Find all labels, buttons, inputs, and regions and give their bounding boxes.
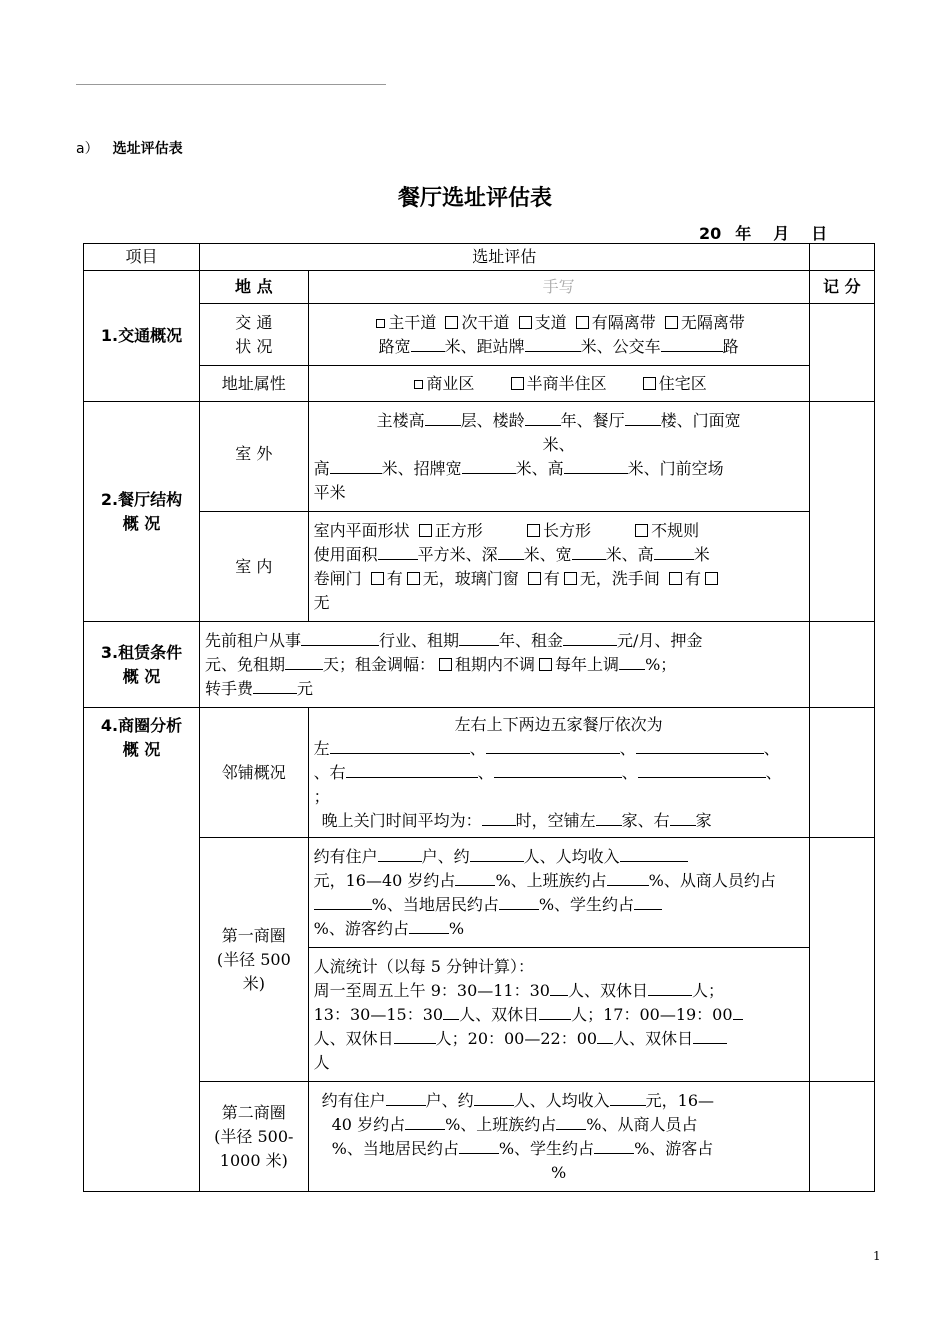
table-header-row: [84, 244, 875, 271]
opt-branch-road: 支道: [534, 312, 567, 332]
checkbox-branch-road[interactable]: [519, 316, 532, 329]
first-circle-pop-fields: [308, 838, 809, 948]
neighbor-score-cell[interactable]: [809, 708, 874, 838]
i2: 使用面积: [313, 544, 378, 564]
n5: 家: [695, 810, 712, 830]
neighbor-fields: [308, 708, 809, 838]
traffic-status-options: [308, 304, 809, 366]
traffic-attr-row: [84, 366, 875, 402]
first-circle-flow-fields: [308, 948, 809, 1082]
p10: 人: [313, 1052, 330, 1072]
i7: 卷闸门: [313, 568, 362, 588]
l7: 租期内不调: [455, 654, 536, 674]
s7: %、从商人员占: [586, 1114, 698, 1134]
checkbox-restroom-no[interactable]: [705, 572, 718, 585]
s5: 40 岁约占: [331, 1114, 406, 1134]
n-sep-4: 、: [477, 762, 494, 782]
empty-right-blank[interactable]: [670, 809, 696, 826]
rent-blank[interactable]: [563, 629, 617, 646]
structure-score-cell[interactable]: [809, 402, 874, 622]
i-irregular: 不规则: [651, 520, 700, 540]
s2: 户、约: [425, 1090, 474, 1110]
date-year-unit: 年: [735, 224, 752, 243]
neighbor-label: 邻铺概况: [200, 708, 309, 838]
traffic-status-label-2: 状 况: [235, 336, 273, 356]
checkbox-secondary-road[interactable]: [445, 316, 458, 329]
i3: 平方米、深: [417, 544, 498, 564]
left-3-blank[interactable]: [636, 737, 764, 754]
prev-industry-blank[interactable]: [301, 629, 379, 646]
checkbox-residential[interactable]: [643, 377, 656, 390]
section-index: a）: [76, 141, 99, 157]
first-circle-score-cell[interactable]: [809, 838, 874, 1082]
s4: 元，16—: [645, 1090, 715, 1110]
l3: 年、租金: [499, 630, 564, 650]
section-title: 选址评估表: [112, 141, 183, 157]
lease-fields: [200, 622, 810, 708]
o3: 年、餐厅: [560, 410, 625, 430]
n-sep-1: 、: [469, 738, 486, 758]
f4: 元，16—40 岁约占: [313, 870, 456, 890]
first-label-2: (半径 500: [216, 949, 291, 969]
stop-distance-blank[interactable]: [525, 335, 581, 352]
n4: 家、右: [621, 810, 670, 830]
s9: %、学生约占: [498, 1138, 595, 1158]
date-year: 20: [699, 224, 722, 243]
score-label: 记 分: [809, 271, 874, 304]
height-blank[interactable]: [330, 457, 382, 474]
s-households-blank[interactable]: [386, 1089, 426, 1106]
shutter-no: 无: [422, 568, 439, 588]
checkbox-no-divider[interactable]: [665, 316, 678, 329]
attr-label: 地址属性: [200, 366, 309, 402]
lease-label-2: 概 况: [122, 666, 161, 686]
p7: 人、双休日: [313, 1028, 394, 1048]
location-value[interactable]: 手写: [308, 271, 809, 304]
checkbox-semi[interactable]: [511, 377, 524, 390]
s11: %: [551, 1162, 567, 1182]
f8: %、学生约占: [538, 894, 635, 914]
sign-width-blank[interactable]: [462, 457, 516, 474]
s6: %、上班族约占: [445, 1114, 557, 1134]
f9: %、游客约占: [313, 918, 409, 938]
p6: 人；17：00—19：00: [571, 1004, 733, 1024]
second-label-1: 第二商圈: [221, 1102, 286, 1122]
lease-row: [84, 622, 875, 708]
flow-pm-weekday-blank[interactable]: [733, 1003, 743, 1020]
restaurant-floor-blank[interactable]: [625, 409, 661, 426]
checkbox-glass-yes[interactable]: [528, 572, 541, 585]
opt-divider: 有隔离带: [591, 312, 656, 332]
checkbox-main-road[interactable]: [376, 319, 385, 328]
checkbox-glass-no[interactable]: [564, 572, 577, 585]
second-label-2: (半径 500-: [214, 1126, 294, 1146]
attr-commercial: 商业区: [426, 373, 475, 393]
p8: 人；20：00—22：00: [435, 1028, 598, 1048]
indoor-height-blank[interactable]: [654, 543, 694, 560]
flow-pm-weekend-blank[interactable]: [394, 1027, 436, 1044]
opt-secondary-road: 次干道: [461, 312, 510, 332]
second-circle-score-cell[interactable]: [809, 1082, 874, 1192]
i5: 米、高: [605, 544, 654, 564]
lease-label-1: 3.租赁条件: [100, 642, 183, 662]
traffic-location-row: [84, 271, 875, 304]
n-sep-5: 、: [621, 762, 638, 782]
checkbox-irregular[interactable]: [635, 524, 648, 537]
o6: 高: [313, 458, 330, 478]
width-blank[interactable]: [572, 543, 606, 560]
i8: ，玻璃门窗: [438, 568, 519, 588]
header-blank: [809, 244, 874, 271]
checkbox-restroom-yes[interactable]: [669, 572, 682, 585]
second-label-3: 1000 米): [219, 1150, 288, 1170]
traffic-status-label: [200, 304, 309, 366]
i9: ，洗手间: [595, 568, 660, 588]
left-2-blank[interactable]: [486, 737, 620, 754]
header-rule: [76, 84, 386, 85]
f1: 约有住户: [313, 846, 378, 866]
business-label-1: 4.商圈分析: [100, 716, 183, 735]
o7: 米、招牌宽: [381, 458, 462, 478]
checkbox-commercial[interactable]: [414, 380, 423, 389]
n2: 晚上关门时间平均为：: [321, 810, 482, 830]
people-blank[interactable]: [470, 845, 524, 862]
floors-blank[interactable]: [425, 409, 461, 426]
transfer-fee-blank[interactable]: [253, 677, 297, 694]
i1: 室内平面形状: [313, 520, 410, 540]
outdoor-fields: [308, 402, 809, 512]
adjust-rate-blank[interactable]: [619, 653, 645, 670]
checkbox-shutter-yes[interactable]: [371, 572, 384, 585]
opt-no-divider: 无隔离带: [680, 312, 745, 332]
checkbox-yearly-adjust[interactable]: [539, 658, 552, 671]
f2: 户、约: [421, 846, 470, 866]
l4: 元/月、押金: [617, 630, 703, 650]
s-student-share-blank[interactable]: [594, 1137, 634, 1154]
n1: 左右上下两边五家餐厅依次为: [454, 714, 663, 734]
s-office-share-blank[interactable]: [556, 1113, 586, 1130]
free-period-blank[interactable]: [285, 653, 323, 670]
l5: 元、免租期: [205, 654, 286, 674]
depth-blank[interactable]: [498, 543, 524, 560]
l1: 先前租户从事: [205, 630, 302, 650]
i6: 米: [693, 544, 710, 564]
header-item: 项目: [84, 244, 200, 271]
traffic-label: 1.交通概况: [84, 271, 200, 402]
attr-residential: 住宅区: [658, 373, 707, 393]
age-share-blank[interactable]: [455, 869, 495, 886]
lease-label: [84, 622, 200, 708]
p2: 人、双休日: [567, 980, 648, 1000]
households-blank[interactable]: [378, 845, 422, 862]
right-2-blank[interactable]: [494, 761, 622, 778]
structure-outdoor-row: [84, 402, 875, 512]
checkbox-rect[interactable]: [527, 524, 540, 537]
n-sep-3: 、: [763, 738, 780, 758]
document-title: 餐厅选址评估表: [397, 186, 552, 211]
structure-label-2: 概 况: [122, 513, 161, 533]
local-share-blank[interactable]: [499, 893, 539, 910]
s8: %、当地居民约占: [331, 1138, 459, 1158]
n-sep-2: 、: [619, 738, 636, 758]
i4: 米、宽: [523, 544, 572, 564]
bus-label: 米、公交车: [580, 336, 661, 356]
s-income-blank[interactable]: [610, 1089, 646, 1106]
structure-indoor-row: [84, 512, 875, 622]
p1: 周一至周五上午 9：30—11：30: [313, 980, 550, 1000]
flow-am-weekday-blank[interactable]: [550, 979, 568, 996]
date-line: [699, 221, 841, 244]
road-width-label: 路宽: [378, 336, 411, 356]
first-label-1: 第一商圈: [221, 925, 286, 945]
s3: 人、人均收入: [513, 1090, 610, 1110]
income-blank[interactable]: [620, 845, 688, 862]
stop-distance-label: 米、距站牌: [444, 336, 525, 356]
o9: 米、门前空场: [627, 458, 724, 478]
s-age-share-blank[interactable]: [405, 1113, 445, 1130]
merchant-share-blank[interactable]: [314, 893, 372, 910]
n-semicolon: ；: [313, 786, 330, 806]
empty-left-blank[interactable]: [596, 809, 622, 826]
o1: 主楼高: [376, 410, 425, 430]
second-circle-label: [200, 1082, 309, 1192]
business-label: [84, 708, 200, 1192]
s1: 约有住户: [321, 1090, 386, 1110]
right-3-blank[interactable]: [638, 761, 766, 778]
checkbox-square[interactable]: [419, 524, 432, 537]
p4: 13：30—15：30: [313, 1004, 444, 1024]
page-number: 1: [873, 1249, 881, 1263]
l9: %；: [645, 654, 677, 674]
o5: 米、: [542, 434, 575, 454]
left-1-blank[interactable]: [330, 737, 470, 754]
traffic-status-label-1: 交 通: [235, 312, 273, 332]
first-label-3: 米): [242, 973, 265, 993]
l6: 天；租金调幅：: [323, 654, 436, 674]
f6: %、从商人员约占: [648, 870, 776, 890]
s-local-share-blank[interactable]: [459, 1137, 499, 1154]
checkbox-no-adjust[interactable]: [439, 658, 452, 671]
i-square: 正方形: [434, 520, 483, 540]
outdoor-label: 室 外: [200, 402, 309, 512]
tourist-share-blank[interactable]: [409, 917, 449, 934]
office-share-blank[interactable]: [607, 869, 649, 886]
header-evaluation: 选址评估: [200, 244, 810, 271]
evaluation-table: [83, 243, 875, 1192]
l8: 每年上调: [555, 654, 620, 674]
age-blank[interactable]: [525, 409, 561, 426]
f5: %、上班族约占: [495, 870, 607, 890]
s-people-blank[interactable]: [474, 1089, 514, 1106]
business-label-2: 概 况: [122, 740, 161, 759]
student-share-blank[interactable]: [634, 893, 662, 910]
flow-night-weekend-blank[interactable]: [693, 1027, 727, 1044]
shutter-yes: 有: [386, 568, 403, 588]
close-time-blank[interactable]: [482, 809, 516, 826]
road-width-blank[interactable]: [411, 335, 445, 352]
date-day-unit: 日: [811, 224, 828, 243]
second-circle-fields: [308, 1082, 809, 1192]
sign-height-blank[interactable]: [564, 457, 628, 474]
first-circle-label: [200, 838, 309, 1082]
opt-main-road: 主干道: [388, 312, 437, 332]
restroom-no: 无: [313, 592, 330, 612]
indoor-fields: [308, 512, 809, 622]
o8: 米、高: [515, 458, 564, 478]
lease-term-blank[interactable]: [459, 629, 499, 646]
flow-noon-weekend-blank[interactable]: [539, 1003, 571, 1020]
n-sep-6: 、: [765, 762, 782, 782]
o4: 楼、门面宽: [660, 410, 741, 430]
attr-semi: 半商半住区: [526, 373, 607, 393]
right-1-blank[interactable]: [346, 761, 478, 778]
indoor-label: 室 内: [200, 512, 309, 622]
date-month-unit: 月: [773, 224, 790, 243]
section-label: [76, 138, 183, 158]
glass-yes: 有: [543, 568, 560, 588]
checkbox-divider[interactable]: [576, 316, 589, 329]
l11: 元: [297, 678, 314, 698]
flow-am-weekend-blank[interactable]: [648, 979, 692, 996]
p3: 人；: [692, 980, 725, 1000]
structure-label: [84, 402, 200, 622]
p0: 人流统计（以每 5 分钟计算）：: [313, 956, 534, 976]
attr-options: [308, 366, 809, 402]
flow-noon-weekday-blank[interactable]: [443, 1003, 459, 1020]
restroom-yes: 有: [685, 568, 702, 588]
l2: 行业、租期: [379, 630, 460, 650]
i-rect: 长方形: [542, 520, 591, 540]
traffic-status-row: [84, 304, 875, 366]
flow-night-weekday-blank[interactable]: [597, 1027, 613, 1044]
o2: 层、楼龄: [460, 410, 525, 430]
neighbor-row: [84, 708, 875, 838]
checkbox-shutter-no[interactable]: [407, 572, 420, 585]
traffic-score-cell[interactable]: [809, 304, 874, 402]
area-blank[interactable]: [378, 543, 418, 560]
first-circle-pop-row: [84, 838, 875, 948]
l10: 转手费: [205, 678, 254, 698]
location-label: 地 点: [200, 271, 309, 304]
n-right: 、右: [313, 762, 346, 782]
bus-route-blank[interactable]: [661, 335, 723, 352]
structure-label-1: 2.餐厅结构: [100, 489, 183, 509]
lease-score-cell[interactable]: [809, 622, 874, 708]
s10: %、游客占: [634, 1138, 714, 1158]
p5: 人、双休日: [459, 1004, 540, 1024]
f7: %、当地居民约占: [371, 894, 499, 914]
n-left: 左: [313, 738, 330, 758]
f3: 人、人均收入: [523, 846, 620, 866]
n3: 时，空铺左: [515, 810, 596, 830]
p9: 人、双休日: [613, 1028, 694, 1048]
o10: 平米: [313, 482, 346, 502]
glass-no: 无: [579, 568, 596, 588]
f10: %: [448, 918, 465, 938]
route-unit: 路: [722, 336, 739, 356]
second-circle-row: [84, 1082, 875, 1192]
